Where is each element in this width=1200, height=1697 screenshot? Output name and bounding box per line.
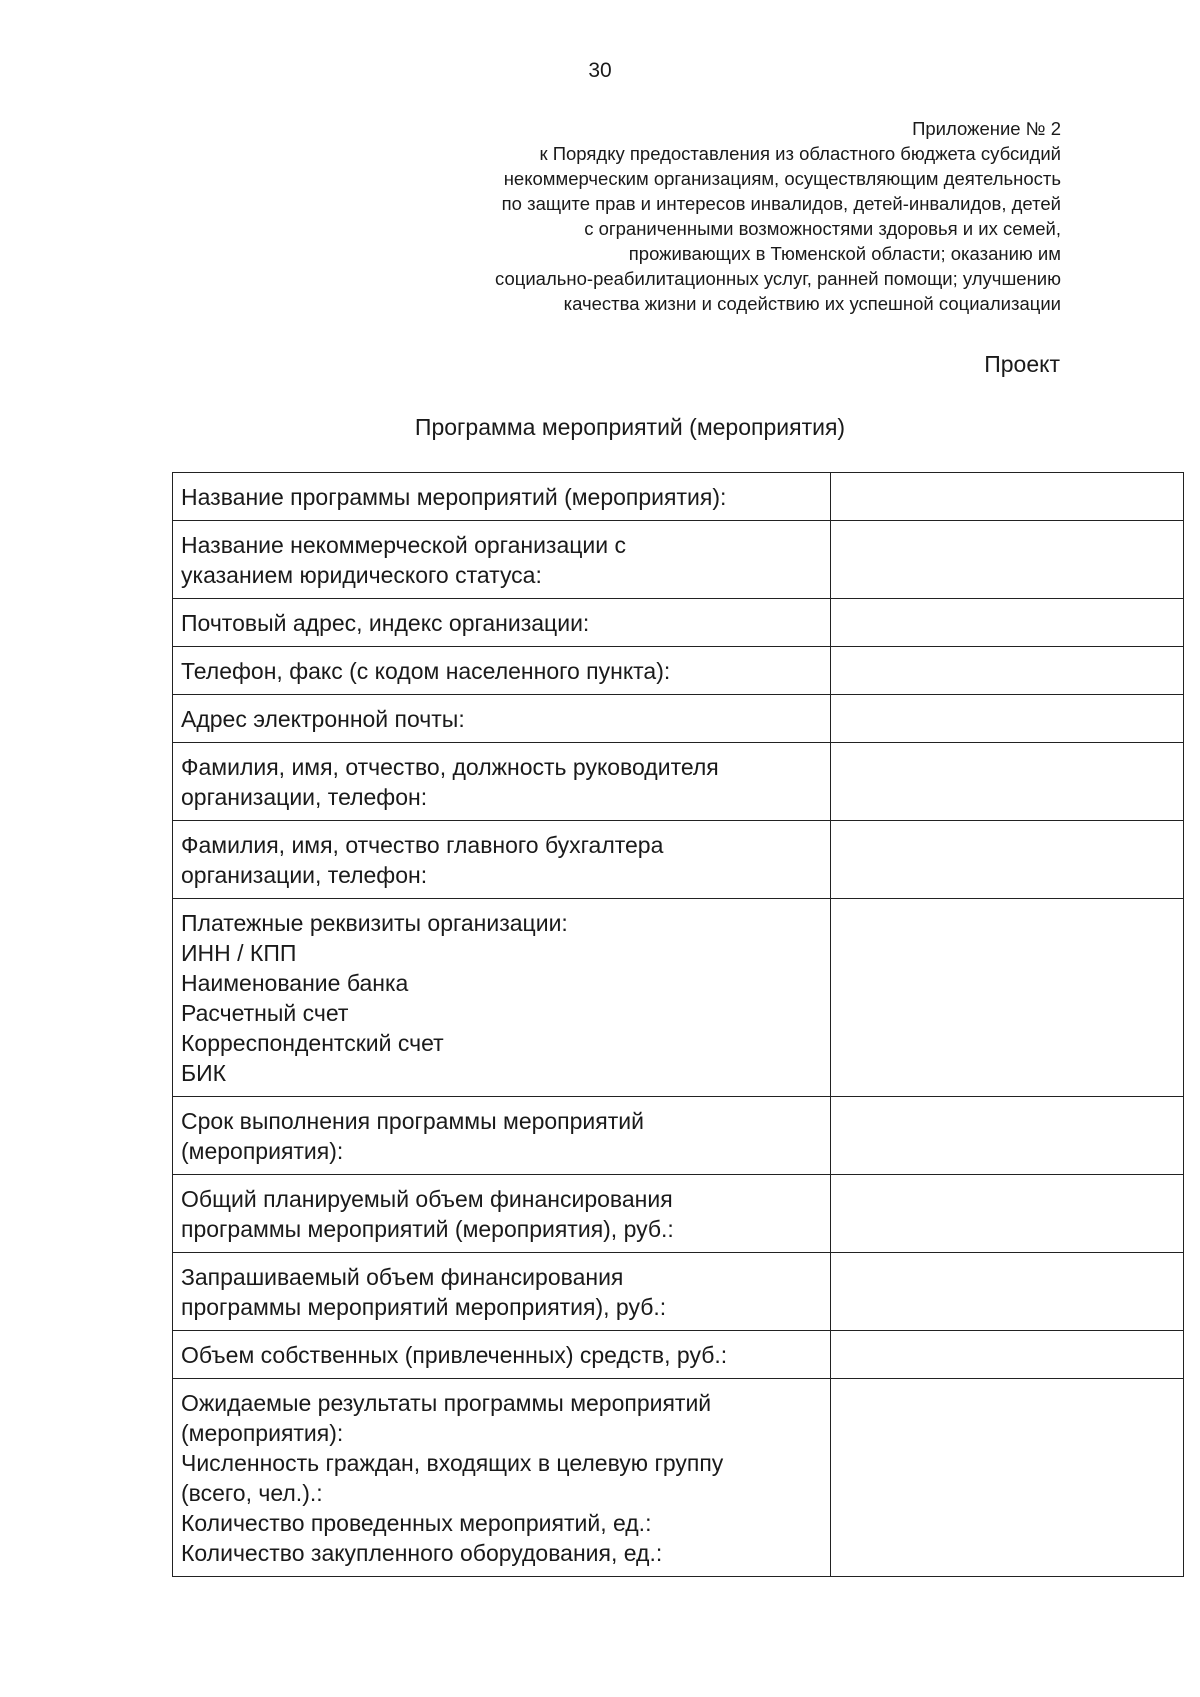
- form-row-label: [173, 821, 831, 899]
- form-row-value[interactable]: [831, 821, 1184, 899]
- form-row-label-line: Фамилия, имя, отчество главного бухгалтера: [181, 832, 664, 858]
- form-row: [173, 647, 1184, 695]
- form-row-label-line: Наименование банка: [181, 970, 409, 996]
- form-row-label-line: программы мероприятий мероприятия), руб.:: [181, 1294, 667, 1320]
- appendix-line: социально-реабилитационных услуг, ранней помощи; улучшению: [495, 268, 1061, 289]
- form-row-label-line: Срок выполнения программы мероприятий: [181, 1108, 644, 1134]
- form-row-label: [173, 695, 831, 743]
- form-row: [173, 1253, 1184, 1331]
- form-row-label: [173, 1331, 831, 1379]
- form-row-label-line: Численность граждан, входящих в целевую группу: [181, 1450, 724, 1476]
- draft-mark: Проект: [984, 351, 1060, 377]
- form-row: [173, 743, 1184, 821]
- form-row-label-line: Название некоммерческой организации с: [181, 532, 627, 558]
- form-row-label-line: Запрашиваемый объем финансирования: [181, 1264, 624, 1290]
- form-row-value[interactable]: [831, 1097, 1184, 1175]
- form-row-label: [173, 1253, 831, 1331]
- form-row: [173, 473, 1184, 521]
- form-row: [173, 899, 1184, 1097]
- form-row-label-line: (всего, чел.).:: [181, 1480, 323, 1506]
- form-row: [173, 1175, 1184, 1253]
- form-row-label: [173, 1097, 831, 1175]
- appendix-line: с ограниченными возможностями здоровья и их семей,: [584, 218, 1061, 239]
- form-table-body: [173, 473, 1184, 1577]
- appendix-line: по защите прав и интересов инвалидов, детей-инвалидов, детей: [501, 193, 1061, 214]
- document-title: Программа мероприятий (мероприятия): [414, 414, 846, 440]
- form-row-label-line: Почтовый адрес, индекс организации:: [181, 610, 590, 636]
- form-row-label-line: ИНН / КПП: [181, 940, 297, 966]
- form-row-value[interactable]: [831, 695, 1184, 743]
- form-row-label-line: указанием юридического статуса:: [181, 562, 542, 588]
- form-row: [173, 521, 1184, 599]
- appendix-line: некоммерческим организациям, осуществляющим деятельность: [503, 168, 1061, 189]
- page-number: 30: [588, 59, 612, 82]
- form-row-value[interactable]: [831, 1379, 1184, 1577]
- form-row-label-line: Количество закупленного оборудования, ед.:: [181, 1540, 663, 1566]
- form-row-label: [173, 599, 831, 647]
- form-row-label: [173, 743, 831, 821]
- appendix-header: [495, 116, 1061, 316]
- form-row-value[interactable]: [831, 473, 1184, 521]
- form-row-value[interactable]: [831, 521, 1184, 599]
- form-row-label-line: Адрес электронной почты:: [181, 706, 465, 732]
- appendix-line: Приложение № 2: [912, 118, 1061, 139]
- form-row-value[interactable]: [831, 599, 1184, 647]
- form-row-label-line: Фамилия, имя, отчество, должность руководителя: [181, 754, 719, 780]
- form-row: [173, 1097, 1184, 1175]
- form-row: [173, 1331, 1184, 1379]
- program-form-table: [172, 472, 1184, 1577]
- form-row-value[interactable]: [831, 743, 1184, 821]
- form-row-value[interactable]: [831, 1253, 1184, 1331]
- form-row-value[interactable]: [831, 647, 1184, 695]
- form-row-label: [173, 521, 831, 599]
- form-row-label-line: Ожидаемые результаты программы мероприятий: [181, 1390, 712, 1416]
- form-row-label-line: (мероприятия):: [181, 1138, 344, 1164]
- form-row-label-line: Объем собственных (привлеченных) средств, руб.:: [181, 1342, 728, 1368]
- form-row: [173, 1379, 1184, 1577]
- form-row-label: [173, 647, 831, 695]
- form-row-label-line: организации, телефон:: [181, 784, 428, 810]
- form-row-label-line: программы мероприятий (мероприятия), руб.:: [181, 1216, 674, 1242]
- form-row-value[interactable]: [831, 1331, 1184, 1379]
- form-row-label: [173, 1175, 831, 1253]
- form-row-label: [173, 899, 831, 1097]
- form-row: [173, 599, 1184, 647]
- form-row-label-line: Платежные реквизиты организации:: [181, 910, 568, 936]
- form-row-label-line: Общий планируемый объем финансирования: [181, 1186, 673, 1212]
- form-row-value[interactable]: [831, 1175, 1184, 1253]
- form-row-label-line: Корреспондентский счет: [181, 1030, 444, 1056]
- form-row-label-line: Телефон, факс (с кодом населенного пункта):: [181, 658, 671, 684]
- form-row-label: [173, 473, 831, 521]
- form-row-label: [173, 1379, 831, 1577]
- appendix-line: к Порядку предоставления из областного бюджета субсидий: [539, 143, 1061, 164]
- form-row-label-line: Количество проведенных мероприятий, ед.:: [181, 1510, 652, 1536]
- form-row-label-line: организации, телефон:: [181, 862, 428, 888]
- form-row-label-line: Название программы мероприятий (мероприятия):: [181, 484, 727, 510]
- appendix-line: качества жизни и содействию их успешной социализации: [563, 293, 1061, 314]
- form-row: [173, 821, 1184, 899]
- form-row: [173, 695, 1184, 743]
- appendix-line: проживающих в Тюменской области; оказанию им: [628, 243, 1061, 264]
- form-row-value[interactable]: [831, 899, 1184, 1097]
- form-row-label-line: БИК: [181, 1060, 227, 1086]
- form-row-label-line: (мероприятия):: [181, 1420, 344, 1446]
- form-row-label-line: Расчетный счет: [181, 1000, 349, 1026]
